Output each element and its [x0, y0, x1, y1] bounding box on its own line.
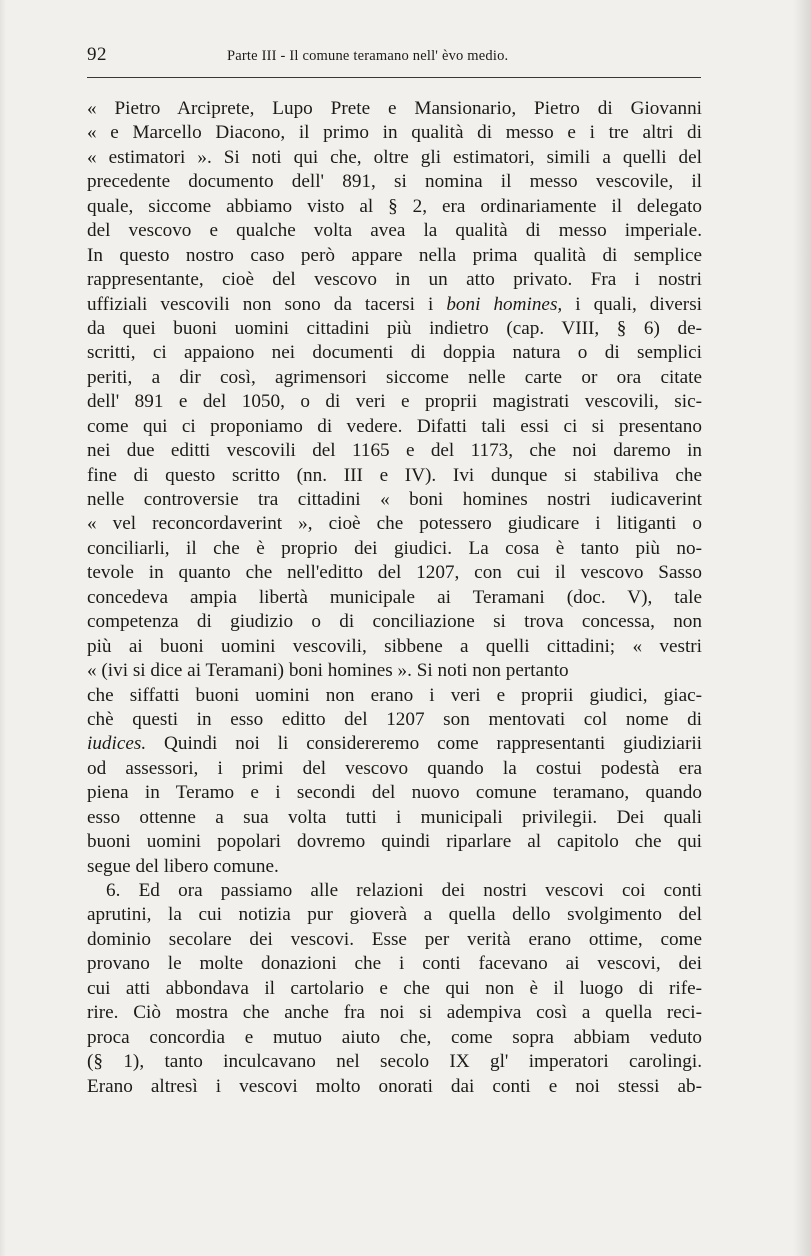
page-number: 92 [87, 44, 107, 65]
text-line: « Pietro Arciprete, Lupo Prete e Mansionario, Pietro di Giovanni [87, 98, 702, 119]
page-gutter-shadow [793, 0, 811, 1256]
text-line: chè questi in esso editto del 1207 son mentovati col nome di [87, 708, 702, 730]
text-line: « estimatori ». Si noti qui che, oltre gli estimatori, simili a quelli del [87, 146, 702, 168]
text-line: quale, siccome abbiamo visto al § 2, era ordinariamente il delegato [87, 195, 702, 217]
text-line: del vescovo e qualche volta avea la qualità di messo imperiale. [87, 220, 702, 242]
text-line: da quei buoni uomini cittadini più indietro (cap. VIII, § 6) de- [87, 317, 702, 339]
text-line: piena in Teramo e i secondi del nuovo comune teramano, quando [87, 782, 702, 804]
text-segment: Quindi noi li considereremo come rappresentanti giudiziarii [146, 733, 702, 755]
text-line: segue del libero comune. [87, 855, 279, 877]
text-line: conciliarli, il che è proprio dei giudici. La cosa è tanto più no- [87, 537, 702, 559]
text-line: esso ottenne a sua volta tutti i municipali privilegii. Dei quali [87, 806, 702, 828]
header-rule [87, 77, 701, 78]
text-line: nelle controversie tra cittadini « boni homines nostri iudicaverint [87, 489, 702, 510]
text-line: rappresentante, cioè del vescovo in un atto privato. Fra i nostri [87, 269, 702, 291]
text-line: competenza di giudizio o di conciliazione si trova concessa, non [87, 611, 702, 633]
text-line: dominio secolare dei vescovi. Esse per verità erano ottime, come [87, 928, 702, 950]
text-line [87, 293, 702, 317]
text-line: (§ 1), tanto inculcavano nel secolo IX gl' imperatori carolingi. [87, 1051, 702, 1073]
text-line: scritti, ci appaiono nei documenti di doppia natura o di semplici [87, 342, 702, 364]
text-line: precedente documento dell' 891, si nomina il messo vescovile, il [87, 171, 702, 193]
text-line: tevole in quanto che nell'editto del 1207, con cui il vescovo Sasso [87, 562, 702, 584]
text-line [87, 732, 702, 756]
text-line: rire. Ciò mostra che anche fra noi si adempiva così a quella reci- [87, 1002, 702, 1024]
body-text [87, 97, 702, 1099]
text-line: « (ivi si dice ai Teramani) boni homines ». Si noti non pertanto [87, 660, 569, 682]
page-left-edge [0, 0, 6, 1256]
text-line: fine di questo scritto (nn. III e IV). Ivi dunque si stabiliva che [87, 464, 702, 486]
text-line: dell' 891 e del 1050, o di veri e proprii magistrati vescovili, sic- [87, 391, 702, 413]
text-line: « e Marcello Diacono, il primo in qualità di messo e i tre altri di [87, 122, 702, 144]
italic-term: iudices. [87, 733, 147, 755]
text-line: proca concordia e mutuo aiuto che, come sopra abbiam veduto [87, 1026, 702, 1048]
text-line: cui atti abbondava il cartolario e che qui non è il luogo di rife- [87, 977, 702, 999]
text-line: 6. Ed ora passiamo alle relazioni dei nostri vescovi coi conti [106, 880, 702, 901]
text-line: che siffatti buoni uomini non erano i veri e proprii giudici, giac- [87, 684, 702, 706]
text-line: periti, a dir così, agrimensori siccome nelle carte or ora citate [87, 366, 702, 388]
text-segment: uffiziali vescovili non sono da tacersi i [87, 293, 447, 315]
page-header [87, 42, 701, 72]
text-line: od assessori, i primi del vescovo quando la costui podestà era [87, 757, 702, 779]
text-line: come qui ci proponiamo di vedere. Difatti tali essi ci si presentano [87, 415, 702, 437]
text-line: Erano altresì i vescovi molto onorati dai conti e noi stessi ab- [87, 1075, 702, 1097]
text-line: nei due editti vescovili del 1165 e del 1173, che noi daremo in [87, 440, 702, 462]
italic-term: boni homines, [446, 293, 563, 315]
text-line: più ai buoni uomini vescovili, sibbene a quelli cittadini; « vestri [87, 635, 702, 657]
text-segment: i quali, diversi [562, 293, 702, 315]
text-line: In questo nostro caso però appare nella prima qualità di semplice [87, 244, 702, 266]
text-line: concedeva ampia libertà municipale ai Teramani (doc. V), tale [87, 586, 702, 608]
text-line: aprutini, la cui notizia pur gioverà a quella dello svolgimento del [87, 904, 702, 926]
text-line: « vel reconcordaverint », cioè che potessero giudicare i litiganti o [87, 513, 702, 535]
text-line: provano le molte donazioni che i conti facevano ai vescovi, dei [87, 953, 702, 975]
text-line: buoni uomini popolari dovremo quindi riparlare al capitolo che qui [87, 831, 702, 853]
running-head: Parte III - Il comune teramano nell' èvo medio. [227, 48, 509, 64]
